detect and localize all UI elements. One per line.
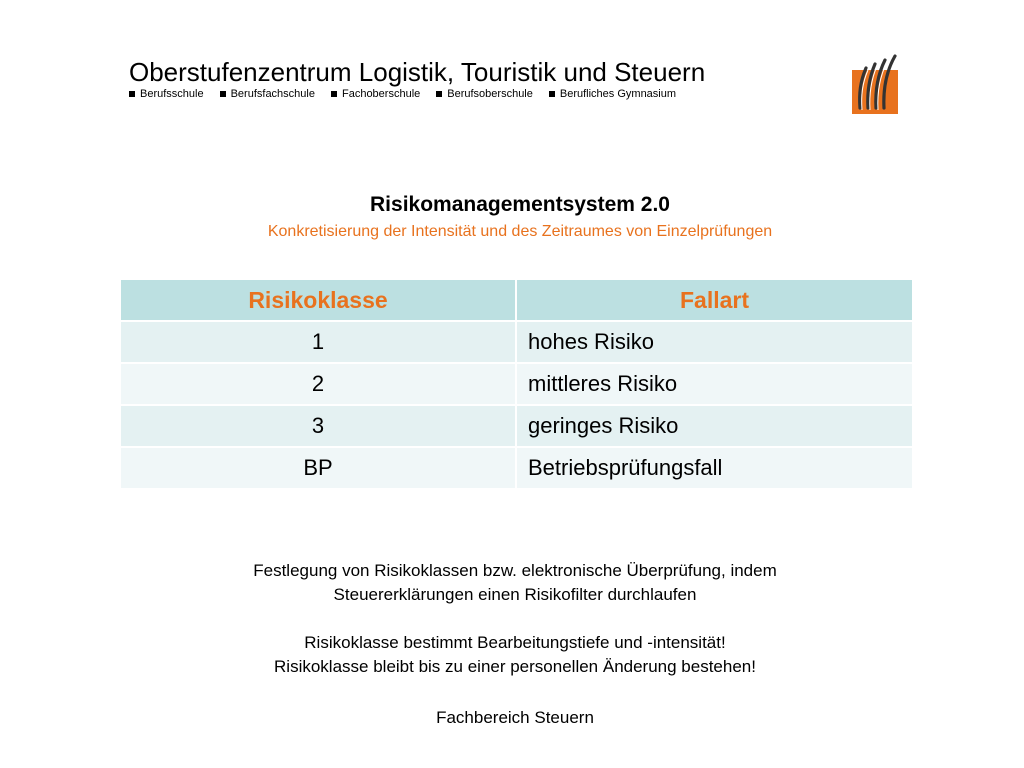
bullet-icon [549,91,555,97]
bullet-icon [129,91,135,97]
school-name: Oberstufenzentrum Logistik, Touristik und Steuern [129,57,706,87]
school-type-item [331,87,420,101]
paragraph-line: Risikoklasse bleibt bis zu einer personellen Änderung bestehen! [274,657,756,676]
footer-department: Fachbereich Steuern [436,708,594,727]
table-cell-case: hohes Risiko [517,322,912,364]
school-type-label: Berufsoberschule [447,88,533,100]
paragraph-risk-class-rules [0,631,1024,679]
paragraph-line: Risikoklasse bestimmt Bearbeitungstiefe und -intensität! [304,633,726,652]
table-cell-class: BP [121,448,517,490]
table-header-row [121,280,912,322]
page-subtitle: Konkretisierung der Intensität und des Zeitraumes von Einzelprüfungen [267,223,773,240]
school-type-label: Fachoberschule [341,88,421,100]
school-type-item [129,87,204,101]
school-type-item [220,87,315,101]
page-title: Risikomanagementsystem 2.0 [370,193,670,216]
table-cell-class: 3 [121,406,517,448]
table-cell-case: mittleres Risiko [517,364,912,406]
paragraph-line: Festlegung von Risikoklassen bzw. elektronische Überprüfung, indem [253,561,777,580]
bullet-icon [331,91,337,97]
table-cell-class: 1 [121,322,517,364]
school-type-item [436,87,533,101]
table-row [121,406,912,448]
bullet-icon [436,91,442,97]
table-row [121,364,912,406]
table-cell-class: 2 [121,364,517,406]
table-row [121,322,912,364]
paragraph-risk-filter [0,559,1024,607]
paragraph-line: Steuererklärungen einen Risikofilter durchlaufen [333,585,697,604]
school-type-label: Berufliches Gymnasium [559,88,677,100]
column-header-fallart: Fallart [517,280,912,322]
school-types-list [129,87,676,101]
table-row [121,448,912,490]
school-type-label: Berufsschule [140,88,204,100]
column-header-risikoklasse: Risikoklasse [121,280,517,322]
school-type-label: Berufsfachschule [230,88,315,100]
bullet-icon [220,91,226,97]
osz-logo-icon [848,54,900,116]
risk-class-table [121,280,912,490]
school-type-item [549,87,676,101]
table-cell-case: geringes Risiko [517,406,912,448]
table-cell-case: Betriebsprüfungsfall [517,448,912,490]
